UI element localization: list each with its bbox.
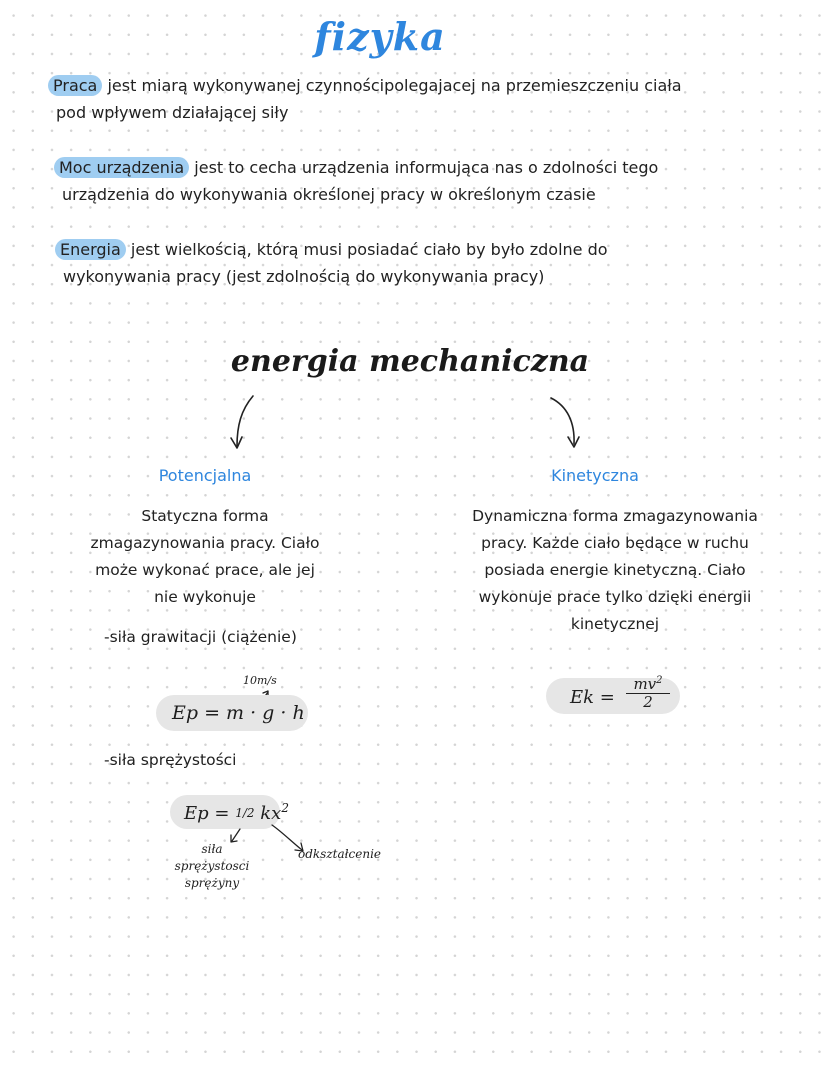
section-heading: energia mechaniczna: [230, 344, 590, 379]
right-branch-arrow-icon: [545, 392, 585, 454]
formula-elastic-fraction: 1/2: [235, 806, 255, 820]
formula-elastic-left: Ep =: [184, 803, 230, 824]
formula-elastic: [184, 801, 289, 824]
description-line: zmagazynowania pracy. Ciało: [90, 534, 320, 552]
description-line: nie wykonuje: [154, 588, 256, 606]
force-elasticity: -siła sprężystości: [104, 751, 237, 769]
k-note-line: sprężyny: [184, 876, 240, 890]
definition-praca: [48, 72, 788, 126]
term-highlight: Moc urządzenia: [54, 157, 189, 178]
definition-text: urządzenia do wykonywania określonej pracy w określonym czasie: [62, 185, 596, 204]
x-note: odkształcenie: [298, 847, 382, 861]
kinetic-title: Kinetyczna: [551, 466, 639, 485]
definition-text: jest wielkością, którą musi posiadać ciało by było zdolne do: [130, 240, 608, 259]
kinetic-description: [440, 503, 790, 638]
g-value-note: 10m/s: [243, 674, 277, 687]
k-note-line: siła: [201, 842, 223, 856]
page-title: fizyka: [314, 14, 446, 59]
term-highlight: Praca: [48, 75, 102, 96]
formula-kinetic-denominator: 2: [643, 693, 653, 711]
definition-text: jest to cecha urządzenia informująca nas o zdolności tego: [194, 158, 659, 177]
formula-kinetic-box: [546, 675, 680, 714]
description-line: Statyczna forma: [141, 507, 269, 525]
formula-elastic-box: [170, 795, 289, 829]
definition-text: wykonywania pracy (jest zdolnością do wykonywania pracy): [63, 267, 545, 286]
term-highlight: Energia: [55, 239, 126, 260]
definition-text: pod wpływem działającej siły: [56, 103, 289, 122]
description-line: Dynamiczna forma zmagazynowania: [472, 507, 758, 525]
definition-energia: [55, 236, 795, 290]
k-note: [166, 841, 258, 892]
description-line: może wykonać prace, ale jej: [95, 561, 315, 579]
formula-kinetic-exponent: 2: [656, 675, 663, 686]
description-line: pracy. Każde ciało będące w ruchu: [481, 534, 749, 552]
formula-elastic-exponent: 2: [281, 801, 289, 815]
definition-text: jest miarą wykonywanej czynnościpolegajacej na przemieszczeniu ciała: [107, 76, 682, 95]
potential-title: Potencjalna: [158, 466, 252, 485]
formula-kinetic-fraction: [626, 672, 670, 711]
description-line: wykonuje prace tylko dzięki energii: [478, 588, 752, 606]
k-note-line: sprężystosci: [174, 859, 250, 873]
definition-moc: [54, 154, 794, 208]
formula-gravity-box: [156, 695, 308, 731]
potential-description: [60, 503, 350, 611]
left-branch-arrow-icon: [225, 392, 265, 454]
formula-kinetic-left: Ek =: [570, 687, 615, 708]
formula-gravity: Ep = m · g · h: [172, 702, 305, 724]
formula-elastic-right: kx: [260, 803, 282, 824]
description-line: kinetycznej: [570, 615, 660, 633]
description-line: posiada energie kinetyczną. Ciało: [484, 561, 746, 579]
formula-kinetic-numerator: mv: [633, 675, 657, 693]
force-gravity: -siła grawitacji (ciążenie): [104, 628, 297, 646]
